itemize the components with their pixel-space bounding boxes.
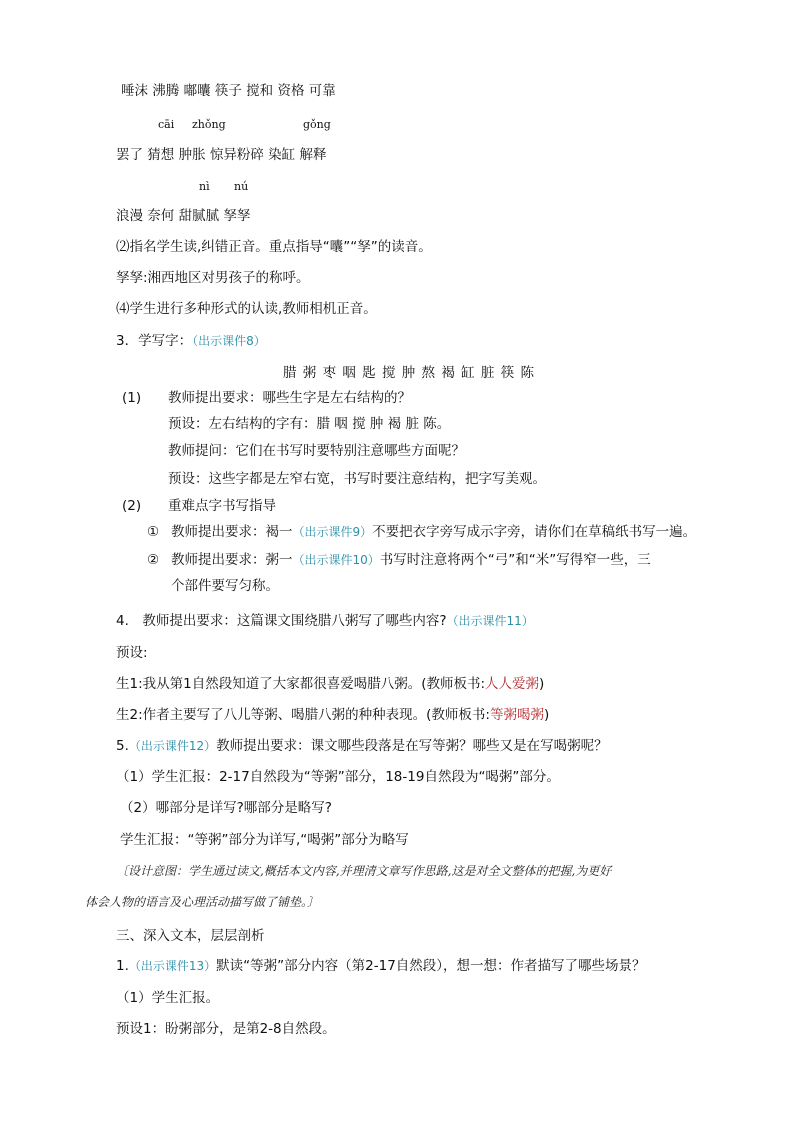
sub-item-2-continuation: 个部件要写匀称。 [171, 578, 279, 594]
courseware-cue-9: （出示课件9） [292, 525, 373, 539]
sub-item-2-a: 教师提出要求：粥一 [171, 552, 293, 568]
section-3-answer-2: 预设1：盼粥部分，是第2-8自然段。 [116, 1021, 336, 1037]
student-1-text: 生1:我从第1自然段知道了大家都很喜爱喝腊八粥。(教师板书: [116, 676, 486, 692]
item-1-text: 教师提出要求：哪些生字是左右结构的？ [168, 390, 411, 406]
sub-item-2-mark: ② [147, 552, 160, 568]
sub-item-1-b: 不要把衣字旁写成示字旁，请你们在草稿纸书写一遍。 [372, 524, 697, 540]
sub-item-1 [171, 522, 696, 542]
question-5-answer-1: （1）学生汇报：2-17自然段为“等粥”部分，18-19自然段为“喝粥”部分。 [116, 769, 560, 785]
board-note-2: 等粥喝粥 [489, 707, 544, 723]
courseware-cue-13: （出示课件13） [128, 959, 217, 973]
sub-item-2 [171, 550, 651, 570]
sub-item-2-b: 书写时注意将两个“弓”和“米”写得窄一些，三 [379, 552, 651, 568]
section-3-question-1-number: 1. [116, 958, 129, 974]
courseware-cue-12: （出示课件12） [128, 739, 217, 753]
question-5-answer-2: （2）哪部分是详写?哪部分是略写? [120, 800, 332, 816]
pinyin-cai: cāi [158, 118, 175, 131]
section-3-answer-1: （1）学生汇报。 [116, 990, 220, 1006]
section-3-question-1 [116, 956, 646, 976]
preset-label: 预设: [116, 645, 148, 661]
item-1-preset-a: 预设：左右结构的字有：腊 咽 搅 肿 褐 脏 陈。 [168, 416, 451, 432]
item-1-number: (1) [122, 390, 142, 406]
vocab-row-2: 罢了 猜想 肿胀 惊异粉碎 染缸 解释 [116, 147, 327, 163]
student-1-close: ) [539, 676, 545, 692]
student-2-text: 生2:作者主要写了八儿等粥、喝腊八粥的种种表现。(教师板书: [116, 707, 490, 723]
pinyin-gong: gǒng [303, 118, 331, 131]
sub-item-1-a: 教师提出要求：褐一 [171, 524, 293, 540]
student-2-close: ) [543, 707, 550, 723]
question-5-number: 5. [116, 738, 129, 754]
design-intent-line-1: 〔设计意图：学生通过读文,概括本文内容,并理清文章写作思路,这是对全文整体的把握,为更好 [116, 864, 612, 878]
design-intent-line-2: 体会人物的语言及心理活动描写做了铺垫。〕 [85, 895, 320, 909]
question-5-answer-3: 学生汇报：“等粥”部分为详写,“喝粥”部分为略写 [120, 832, 409, 848]
courseware-cue-8: （出示课件8） [192, 334, 266, 348]
section-3-heading: 三、深入文本，层层剖析 [116, 928, 265, 944]
pinyin-nu: nú [234, 180, 249, 193]
character-list: 腊 粥 枣 咽 匙 搅 肿 熬 褐 缸 脏 筷 陈 [283, 365, 535, 381]
student-1-answer [116, 674, 544, 694]
courseware-cue-10: （出示课件10） [292, 553, 380, 567]
section-3-question-1-text: 默读“等粥”部分内容（第2-17自然段），想一想：作者描写了哪些场景？ [216, 958, 646, 974]
student-2-answer [116, 705, 549, 725]
courseware-cue-11: （出示课件11） [446, 614, 534, 628]
item-1-preset-b: 预设：这些字都是左窄右宽，书写时要注意结构，把字写美观。 [168, 471, 546, 487]
sub-item-1-mark: ① [147, 524, 160, 540]
question-5-text: 教师提出要求：课文哪些段落是在写等粥？哪些又是在写喝粥呢？ [216, 738, 608, 754]
pinyin-zhong: zhǒng [192, 118, 226, 131]
question-4-text: 4. 教师提出要求：这篇课文围绕腊八粥写了哪些内容? [116, 613, 447, 629]
item-1-question: 教师提问：它们在书写时要特别注意哪些方面呢？ [168, 443, 465, 459]
write-heading [116, 331, 266, 351]
write-heading-text: 3．学写字： [116, 333, 193, 349]
forms-instruction: ⑷学生进行多种形式的认读,教师相机正音。 [116, 301, 377, 317]
vocab-row-1: 唾沫 沸腾 嘟囔 筷子 搅和 资格 可靠 [121, 83, 336, 99]
board-note-1: 人人爱粥 [485, 676, 540, 692]
question-4 [116, 611, 534, 631]
nunu-definition: 孥孥:湘西地区对男孩子的称呼。 [116, 270, 310, 286]
pinyin-ni: nì [199, 180, 210, 193]
read-instruction: ⑵指名学生读,纠错正音。重点指导“囔”“孥”的读音。 [116, 239, 432, 255]
question-5 [116, 736, 608, 756]
item-2-text: 重难点字书写指导 [168, 498, 276, 514]
item-2-number: (2) [122, 498, 142, 514]
vocab-row-3: 浪漫 奈何 甜腻腻 孥孥 [116, 208, 251, 224]
